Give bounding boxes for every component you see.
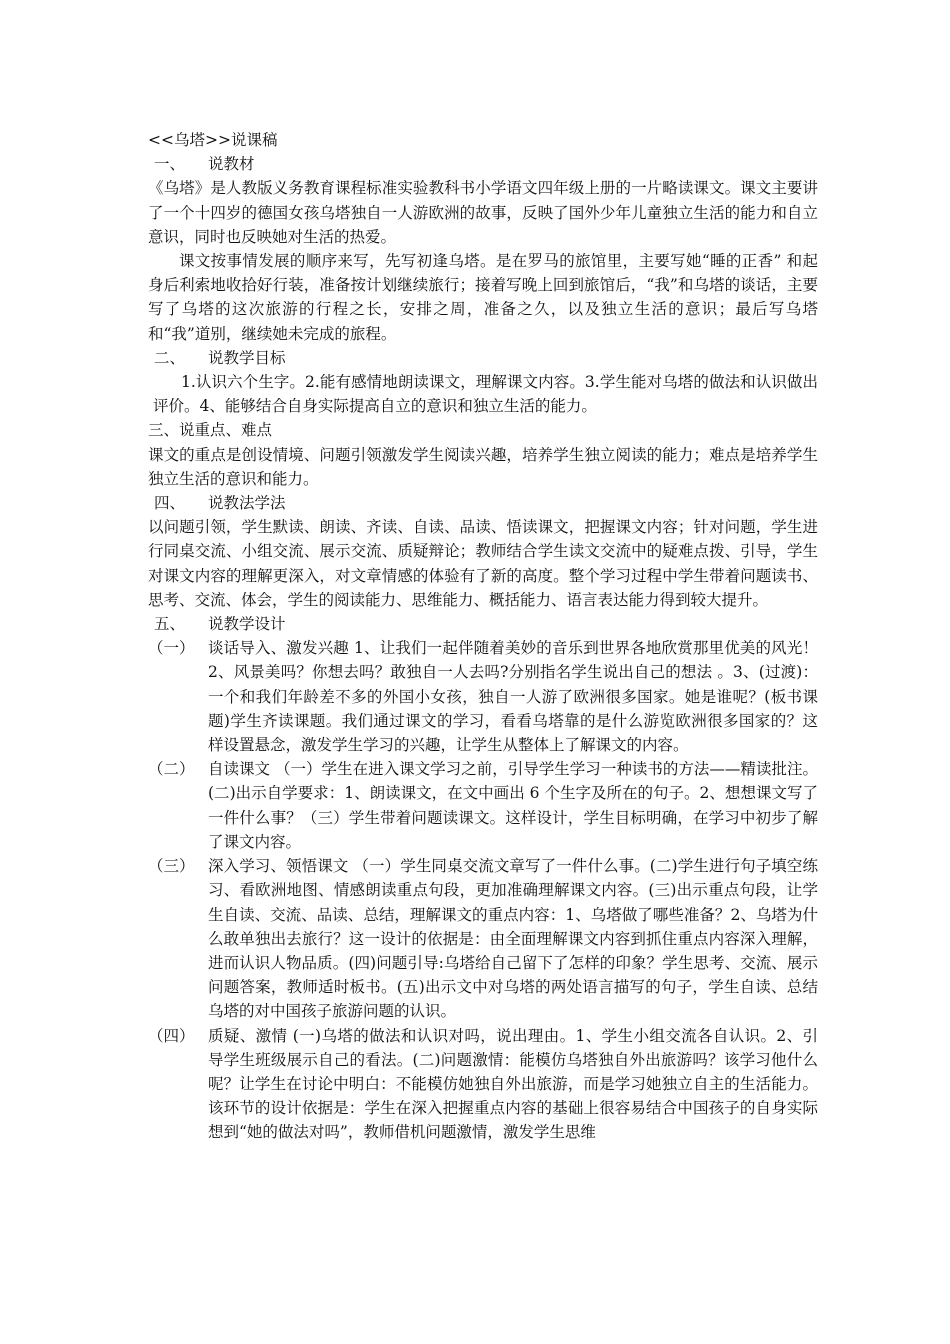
section-heading-3 bbox=[148, 418, 818, 442]
design-step-text: 自读课文 （一）学生在进入课文学习之前，引导学生学习一种读书的方法——精读批注。(二)出示自学要求：1、朗读课文，在文中画出 6 个生字及所在的句子。2、想想课文写了一件什么事？（三）学生带着问题读课文。这样设计，学生目标明确，在学习中初步了解了课文内容。 bbox=[208, 760, 818, 851]
design-step-1 bbox=[148, 636, 818, 757]
design-step-number: （二） bbox=[148, 760, 195, 779]
section-4-paragraph-1: 以问题引领，学生默读、朗读、齐读、自读、品读、悟读课文，把握课文内容；针对问题，学生进行同桌交流、小组交流、展示交流、质疑辩论；教师结合学生读文交流中的疑难点拨、引导，学生对课文内容的理解更深入，对文章情感的体验有了新的高度。整个学习过程中学生带着问题读书、思考、交流、体会，学生的阅读能力、思维能力、概括能力、语言表达能力得到较大提升。 bbox=[148, 518, 818, 609]
document-page bbox=[148, 128, 818, 1145]
section-1-paragraph-2: 课文按事情发展的顺序来写，先写初逢乌塔。是在罗马的旅馆里，主要写她“睡的正香” 和起身后利索地收拾好行装，准备按计划继续旅行；接着写晚上回到旅馆后，“我”和乌塔的谈话，主要写了乌塔的这次旅游的行程之长，安排之周，准备之久，以及独立生活的意识；最后写乌塔和“我”道别，继续她未完成的旅程。 bbox=[148, 252, 818, 343]
section-3-paragraph-1: 课文的重点是创设情境、问题引领激发学生阅读兴趣，培养学生独立阅读的能力；难点是培养学生独立生活的意识和能力。 bbox=[148, 445, 818, 488]
document-title: <<乌塔>>说课稿 bbox=[148, 131, 278, 149]
section-title-3: 三、说重点、难点 bbox=[148, 421, 273, 440]
section-title-1: 说教材 bbox=[208, 155, 255, 174]
section-heading-5 bbox=[148, 612, 818, 636]
section-number-2: 二、 bbox=[154, 348, 186, 367]
design-step-number: （三） bbox=[148, 857, 195, 876]
design-step-2 bbox=[148, 757, 818, 854]
section-heading-2 bbox=[148, 346, 818, 370]
section-title-4: 说教法学法 bbox=[208, 494, 286, 513]
section-number-5: 五、 bbox=[154, 615, 186, 634]
section-heading-1 bbox=[148, 152, 818, 176]
section-2-paragraph-1: 1.认识六个生字。2.能有感情地朗读课文，理解课文内容。3.学生能对乌塔的做法和认识做出评价。4、能够结合自身实际提高自立的意识和独立生活的能力。 bbox=[153, 373, 818, 416]
section-number-4: 四、 bbox=[154, 494, 186, 513]
design-step-number: （一） bbox=[148, 639, 195, 658]
section-number-1: 一、 bbox=[154, 155, 186, 174]
section-title-2: 说教学目标 bbox=[208, 348, 286, 367]
design-step-text: 深入学习、领悟课文 （一）学生同桌交流文章写了一件什么事。(二)学生进行句子填空练习、看欧洲地图、情感朗读重点句段，更加准确理解课文内容。(三)出示重点句段，让学生自读、交流、品读、总结，理解课文的重点内容：1、乌塔做了哪些准备？2、乌塔为什么敢单独出去旅行？这一设计的依据是：由全面理解课文内容到抓住重点内容深入理解，进而认识人物品质。(四)问题引导:乌塔给自己留下了怎样的印象？学生思考、交流、展示问题答案，教师适时板书。(五)出示文中对乌塔的两处语言描写的句子，学生自读、总结乌塔的对中国孩子旅游问题的认识。 bbox=[208, 857, 818, 1021]
section-1-paragraph-1: 《乌塔》是人教版义务教育课程标准实验教科书小学语文四年级上册的一片略读课文。课文主要讲了一个十四岁的德国女孩乌塔独自一人游欧洲的故事，反映了国外少年儿童独立生活的能力和自立意识，同时也反映她对生活的热爱。 bbox=[148, 179, 818, 246]
design-step-4 bbox=[148, 1024, 818, 1145]
design-step-text: 谈话导入、激发兴趣 1、让我们一起伴随着美妙的音乐到世界各地欣赏那里优美的风光！2、风景美吗？你想去吗？敢独自一人去吗?分别指名学生说出自己的想法 。3、(过渡)：一个和我们年龄差不多的外国小女孩，独自一人游了欧洲很多国家。她是谁呢？(板书课题)学生齐读课题。我们通过课文的学习，看看乌塔靠的是什么游览欧洲很多国家的？这样设置悬念，激发学生学习的兴趣，让学生从整体上了解课文的内容。 bbox=[208, 639, 818, 755]
design-step-3 bbox=[148, 854, 818, 1023]
design-step-text: 质疑、激情 (一)乌塔的做法和认识对吗，说出理由。1、学生小组交流各自认识。2、引导学生班级展示自己的看法。(二)问题激情：能模仿乌塔独自外出旅游吗？该学习他什么呢？让学生在讨论中明白：不能模仿她独自外出旅游，而是学习她独立自主的生活能力。该环节的设计依据是：学生在深入把握重点内容的基础上很容易结合中国孩子的自身实际想到“她的做法对吗”，教师借机问题激情，激发学生思维 bbox=[208, 1026, 818, 1142]
section-title-5: 说教学设计 bbox=[208, 615, 286, 634]
section-heading-4 bbox=[148, 491, 818, 515]
design-step-number: （四） bbox=[148, 1026, 195, 1045]
